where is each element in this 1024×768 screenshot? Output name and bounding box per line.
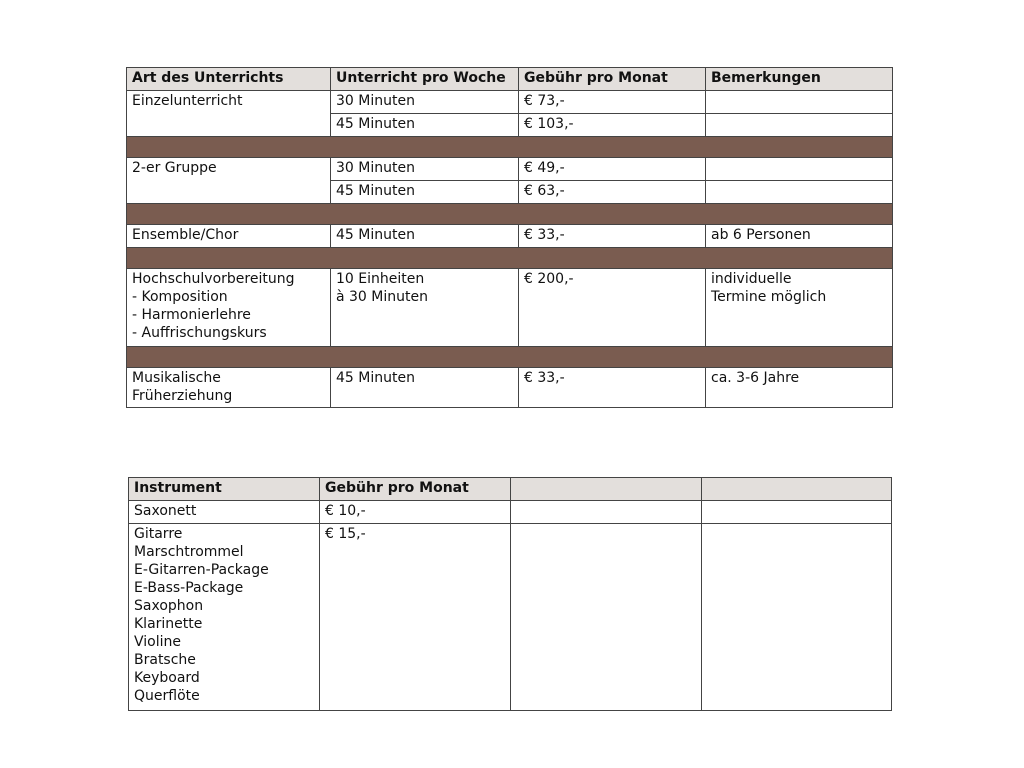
duration-cell: 30 Minuten: [331, 158, 519, 181]
header-gebuehr: Gebühr pro Monat: [320, 478, 511, 501]
duration-cell: [331, 269, 519, 347]
separator-bar: [127, 347, 893, 368]
fee-cell: € 10,-: [320, 501, 511, 524]
type-line: Früherziehung: [132, 388, 233, 404]
empty-cell: [511, 524, 702, 711]
notes-cell: [706, 181, 893, 204]
instrument-name: Marschtrommel: [134, 544, 244, 560]
instrument-name: Violine: [134, 634, 181, 650]
notes-line: Termine möglich: [711, 289, 827, 305]
fee-cell: € 15,-: [320, 524, 511, 711]
fee-cell: € 33,-: [519, 225, 706, 248]
header-instrument: Instrument: [129, 478, 320, 501]
type-cell: [127, 269, 331, 347]
instrument-name: Bratsche: [134, 652, 196, 668]
separator-bar: [127, 248, 893, 269]
table-row: [127, 225, 893, 248]
instrument-name: Klarinette: [134, 616, 203, 632]
fee-cell: € 200,-: [519, 269, 706, 347]
header-pro-woche: Unterricht pro Woche: [331, 68, 519, 91]
type-cell: 2-er Gruppe: [127, 158, 331, 204]
type-line: - Komposition: [132, 289, 228, 305]
type-cell: [127, 368, 331, 408]
notes-cell: [706, 91, 893, 114]
fee-cell: € 49,-: [519, 158, 706, 181]
header-art: Art des Unterrichts: [127, 68, 331, 91]
type-line: - Auffrischungskurs: [132, 325, 267, 341]
duration-line: à 30 Minuten: [336, 289, 428, 305]
type-cell: Einzelunterricht: [127, 91, 331, 137]
fee-cell: € 73,-: [519, 91, 706, 114]
duration-cell: 45 Minuten: [331, 181, 519, 204]
lessons-table: [126, 67, 893, 408]
fee-cell: € 103,-: [519, 114, 706, 137]
duration-line: 10 Einheiten: [336, 271, 425, 287]
instrument-name: Saxophon: [134, 598, 204, 614]
separator-row: [127, 204, 893, 225]
type-cell: Ensemble/Chor: [127, 225, 331, 248]
fee-cell: € 33,-: [519, 368, 706, 408]
lessons-header-row: [127, 68, 893, 91]
empty-cell: [702, 501, 892, 524]
type-line: Hochschulvorbereitung: [132, 271, 295, 287]
instrument-cell: [129, 524, 320, 711]
type-line: Musikalische: [132, 370, 221, 386]
duration-cell: 45 Minuten: [331, 114, 519, 137]
notes-cell: [706, 269, 893, 347]
notes-cell: ca. 3-6 Jahre: [706, 368, 893, 408]
empty-cell: [511, 501, 702, 524]
header-bemerkungen: Bemerkungen: [706, 68, 893, 91]
separator-row: [127, 248, 893, 269]
duration-cell: 45 Minuten: [331, 225, 519, 248]
instrument-name: Keyboard: [134, 670, 200, 686]
separator-bar: [127, 204, 893, 225]
empty-cell: [702, 524, 892, 711]
type-line: - Harmonierlehre: [132, 307, 251, 323]
fee-cell: € 63,-: [519, 181, 706, 204]
header-empty: [702, 478, 892, 501]
table-row: [127, 91, 893, 114]
header-gebuehr: Gebühr pro Monat: [519, 68, 706, 91]
instruments-table: [128, 477, 892, 711]
separator-row: [127, 137, 893, 158]
separator-row: [127, 347, 893, 368]
notes-cell: ab 6 Personen: [706, 225, 893, 248]
notes-line: individuelle: [711, 271, 792, 287]
notes-cell: [706, 158, 893, 181]
notes-cell: [706, 114, 893, 137]
separator-bar: [127, 137, 893, 158]
table-row: [127, 158, 893, 181]
instrument-name: E-Bass-Package: [134, 580, 244, 596]
instruments-header-row: [129, 478, 892, 501]
duration-cell: 30 Minuten: [331, 91, 519, 114]
table-row: [129, 524, 892, 711]
table-row: [127, 269, 893, 347]
instrument-name: E-Gitarren-Package: [134, 562, 269, 578]
duration-cell: 45 Minuten: [331, 368, 519, 408]
header-empty: [511, 478, 702, 501]
instrument-name: Gitarre: [134, 526, 183, 542]
instrument-cell: Saxonett: [129, 501, 320, 524]
table-row: [127, 368, 893, 408]
table-row: [129, 501, 892, 524]
instrument-name: Querflöte: [134, 688, 200, 704]
